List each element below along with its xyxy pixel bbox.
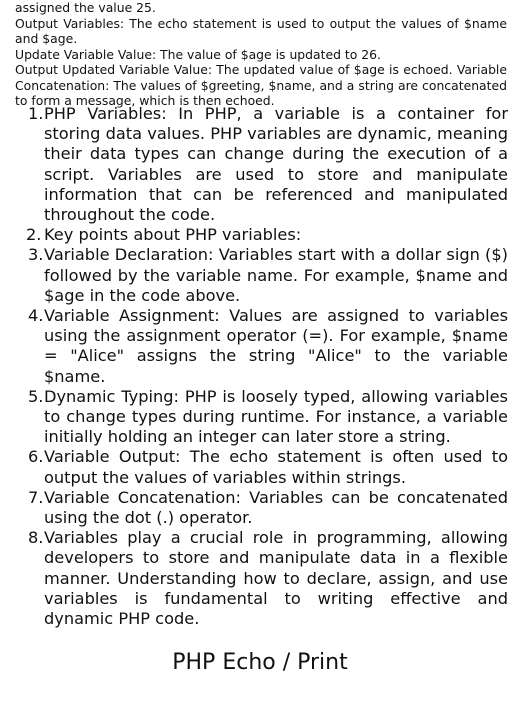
list-item-number: 1. <box>28 104 44 123</box>
list-item-text: Variable Declaration: Variables start with a dollar sign ($) followed by the variable name. For example, $name and $age in the code above. <box>44 245 508 305</box>
list-item-text: Key points about PHP variables: <box>44 225 302 245</box>
intro-line-assigned: assigned the value 25. <box>15 0 156 15</box>
list-item-number: 3. <box>28 245 44 265</box>
list-item <box>28 488 508 528</box>
list-item <box>28 447 508 487</box>
list-item-number: 8. <box>28 528 44 548</box>
intro-line-update-variable: Update Variable Value: The value of $age is updated to 26. <box>15 46 381 62</box>
list-item-number: 5. <box>28 386 44 406</box>
list-item-text: Dynamic Typing: PHP is loosely typed, allowing variables to change types during runtime. For instance, a variable initially holding an integer can later store a string. <box>44 386 508 447</box>
list-item-number: 2. <box>26 225 42 245</box>
list-item <box>28 245 508 306</box>
list-item <box>28 387 508 448</box>
list-item-text: PHP Variables: In PHP, a variable is a container for storing data values. PHP variables are dynamic, meaning their data types can change during the execution of a script. Variables are used to store and manipulate information that can be referenced and manipulated throughout the code. <box>44 104 508 225</box>
list-item-number: 4. <box>28 306 44 326</box>
section-heading: PHP Echo / Print <box>172 650 348 675</box>
list-item <box>28 306 508 387</box>
list-item <box>28 225 508 245</box>
intro-line-output-updated: Output Updated Variable Value: The updated value of $age is echoed. Variable Concatenation: The values of $greeting, $name, and a string are concatenated to form a message, which is then echoed. <box>15 62 507 108</box>
intro-text-block <box>15 0 507 109</box>
list-item-text: Variable Concatenation: Variables can be concatenated using the dot (.) operator. <box>44 487 508 528</box>
list-item-text: Variable Output: The echo statement is often used to output the values of variables within strings. <box>44 447 508 487</box>
list-item-number: 6. <box>28 447 44 467</box>
numbered-list <box>28 104 508 629</box>
intro-line-output-variables: Output Variables: The echo statement is used to output the values of $name and $age. <box>15 15 507 46</box>
list-item-text: Variables play a crucial role in programming, allowing developers to store and manipulate data in a flexible manner. Understanding how to declare, assign, and use variables is fundamental to writing effective and dynamic PHP code. <box>44 528 508 629</box>
list-item <box>28 104 508 225</box>
list-item-text: Variable Assignment: Values are assigned to variables using the assignment operator (=). For example, $name = "Alice" assigns the string "Alice" to the variable $name. <box>44 306 508 386</box>
list-item <box>28 528 508 629</box>
list-item-number: 7. <box>28 487 44 507</box>
